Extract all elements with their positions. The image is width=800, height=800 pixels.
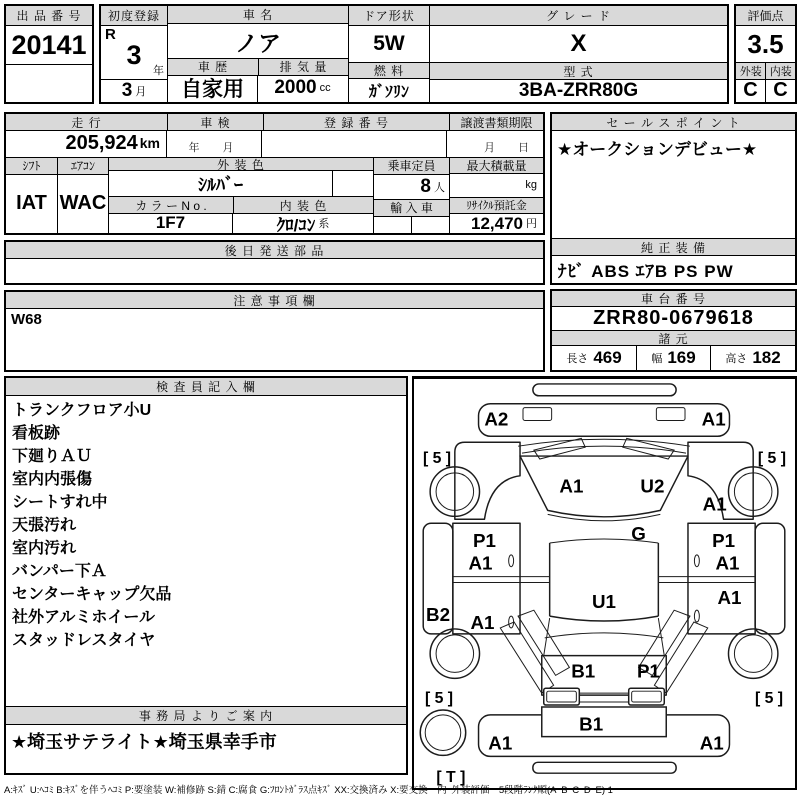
mileage-label: 走 行	[6, 114, 168, 131]
car-name-label: 車 名	[168, 6, 348, 24]
later-parts-box	[4, 240, 545, 285]
interior-color-suffix: 系	[318, 218, 330, 231]
damage-rocker-left: B2	[426, 604, 451, 626]
damage-rear-panel: B1	[579, 713, 604, 735]
chassis-box	[550, 289, 797, 372]
history-label: 車 歴	[168, 59, 259, 76]
tire-rear-left: [ 5 ]	[424, 690, 454, 708]
interior-color-cell	[233, 213, 373, 233]
history-value: 自家用	[168, 75, 258, 102]
recycle-label: ﾘｻｲｸﾙ預託金	[450, 198, 543, 214]
inspector-item: 下廻りＡＵ	[12, 448, 93, 465]
interior-color-label: 内 装 色	[234, 197, 373, 214]
capacity-label: 乗車定員	[374, 158, 449, 175]
aircon-value: WAC	[59, 192, 107, 215]
height-cell	[711, 346, 795, 370]
later-parts-text	[6, 259, 543, 283]
displacement-value: 2000	[274, 77, 317, 99]
office-label: 事 務 局 よ り ご 案 内	[6, 707, 406, 725]
first-registration-label: 初度登録	[101, 6, 167, 26]
inspector-items	[6, 396, 406, 707]
vehicle-header-box	[99, 4, 729, 104]
inspector-item: 室内内張傷	[12, 471, 93, 488]
chassis-number-value: ZRR80-0679618	[552, 307, 795, 331]
damage-roof: U1	[592, 591, 617, 613]
month-suffix: 月	[135, 86, 147, 98]
inspector-box	[4, 376, 408, 775]
import-cell-2	[412, 217, 449, 233]
fuel-value: ｶﾞｿﾘﾝ	[368, 84, 409, 102]
transfer-placeholder: 月 日	[484, 141, 535, 154]
exterior-label: 外装	[736, 63, 766, 80]
exterior-grade-value: C	[736, 79, 766, 102]
max-load-cell	[450, 174, 543, 198]
auction-number-empty-cell	[6, 65, 92, 102]
inspector-item: シートすれ中	[12, 494, 108, 511]
model-code-label: 型 式	[430, 63, 727, 80]
color-no-value: 1F7	[109, 213, 233, 233]
import-label: 輸 入 車	[374, 200, 449, 217]
front-plate-bar	[533, 384, 676, 396]
import-cell-1	[374, 217, 412, 233]
damage-tailgate-right: P1	[636, 660, 660, 682]
reg-year-value: 3	[126, 40, 142, 70]
score-label: 評価点	[736, 6, 795, 26]
car-damage-diagram	[414, 379, 795, 788]
inspector-item: スタッドレスタイヤ	[12, 632, 156, 649]
tire-front-right: [ 5 ]	[757, 449, 786, 467]
year-suffix: 年	[153, 65, 164, 77]
rear-panel-outline	[542, 707, 666, 737]
auction-number-label: 出 品 番 号	[6, 6, 92, 26]
damage-hood-left: A1	[559, 475, 584, 497]
info-box	[4, 112, 545, 235]
grade-value: X	[430, 26, 727, 64]
grade-label: グ レ ー ド	[430, 6, 727, 26]
sales-point-text: ★オークションデビュー★	[552, 131, 795, 239]
tire-front-left: [ 5 ]	[423, 449, 452, 467]
fuel-label: 燃 料	[349, 63, 429, 80]
rocker-right	[755, 523, 785, 634]
height-label: 高さ	[725, 353, 748, 365]
sales-point-box	[550, 112, 797, 285]
rear-plate-bar	[533, 762, 676, 773]
damage-rear-bumper-right: A1	[699, 732, 724, 754]
damage-door-front-right-1: P1	[712, 529, 736, 551]
shift-label: ｼﾌﾄ	[6, 158, 57, 175]
footer-legend: A:ｷｽﾞ U:ﾍｺﾐ B:ｷｽﾞを伴うﾍｺﾐ P:要塗装 W:補修跡 S:錆 C:腐食 G:ﾌﾛﾝﾄｶﾞﾗｽ点ｷｽﾞ XX:交換済み X:要交換 内･外装評価 5段階ﾗﾝｸ順(A･B･C･D･E) 1	[4, 785, 613, 796]
damage-rear-bumper-left: A1	[488, 732, 513, 754]
interior-grade-value: C	[773, 79, 788, 102]
width-value: 169	[667, 348, 696, 367]
shaken-label: 車 検	[168, 114, 264, 131]
length-label: 長さ	[566, 353, 589, 365]
interior-color-value: ｸﾛ/ｺﾝ	[276, 215, 316, 233]
inspector-item: 社外アルミホイール	[12, 609, 156, 626]
registration-number-label: 登 録 番 号	[264, 114, 450, 131]
length-value: 469	[593, 348, 622, 367]
chassis-label: 車 台 番 号	[552, 291, 795, 307]
interior-label: 内装	[766, 63, 795, 80]
displacement-unit: cc	[319, 82, 331, 95]
displacement-label: 排 気 量	[259, 59, 348, 76]
notes-box	[4, 290, 545, 372]
inspector-item: 天張汚れ	[12, 517, 77, 534]
office-text: ★埼玉サテライト★埼玉県幸手市	[11, 732, 277, 752]
notes-label: 注 意 事 項 欄	[6, 292, 543, 309]
recycle-cell	[450, 214, 543, 233]
car-name-value: ノア	[168, 24, 348, 59]
registration-number-cell	[262, 130, 447, 157]
shift-value: IAT	[16, 192, 47, 215]
inspector-label: 検 査 員 記 入 欄	[6, 378, 406, 396]
damage-fender-right: A1	[702, 493, 727, 515]
first-registration-month-cell	[101, 80, 167, 102]
inspector-item: トランクフロア小U	[12, 402, 152, 419]
mileage-unit: km	[139, 135, 160, 152]
color-no-label: カ ラ ー N o .	[109, 197, 234, 214]
reg-month-value: 3	[121, 80, 133, 101]
inspector-item: センターキャップ欠品	[12, 586, 172, 603]
max-load-label: 最大積載量	[450, 158, 543, 174]
notes-text: W68	[11, 311, 42, 328]
damage-tailgate-left: B1	[571, 660, 596, 682]
damage-door-front-left-2: A1	[468, 552, 493, 574]
door-shape-label: ドア形状	[349, 6, 429, 26]
capacity-unit: 人	[434, 181, 445, 194]
spare-tire: [ T ]	[436, 769, 466, 787]
exterior-color-label: 外 装 色	[109, 158, 373, 172]
damage-door-rear-left: A1	[470, 611, 495, 633]
inspector-item: 看板跡	[12, 425, 61, 442]
sales-point-label: セ ー ル ス ポ イ ン ト	[552, 114, 795, 131]
auction-number-value: 20141	[6, 26, 92, 65]
inspector-item: バンパー下Ａ	[12, 563, 107, 580]
mileage-cell	[6, 130, 167, 157]
later-parts-label: 後 日 発 送 部 品	[6, 242, 543, 259]
damage-diagram-box	[412, 376, 797, 790]
spare-tire-outline	[420, 710, 465, 755]
score-value: 3.5	[736, 26, 795, 64]
door-shape-value: 5W	[349, 26, 429, 63]
capacity-cell	[374, 175, 449, 200]
exterior-color-extra-cell	[333, 171, 373, 196]
transfer-deadline-cell	[447, 130, 543, 157]
width-label: 幅	[651, 353, 663, 365]
transfer-deadline-label: 譲渡書類期限	[450, 114, 543, 131]
width-cell	[637, 346, 711, 370]
dimensions-label: 諸 元	[552, 331, 795, 346]
displacement-cell	[258, 75, 347, 102]
aircon-label: ｴｱｺﾝ	[58, 158, 108, 175]
era-value: R	[105, 26, 116, 43]
score-box	[734, 4, 797, 104]
damage-front-bumper-right: A1	[701, 408, 726, 430]
max-load-unit: kg	[525, 179, 537, 192]
first-registration-year-cell	[101, 26, 167, 80]
tire-rear-right: [ 5 ]	[754, 690, 784, 708]
recycle-unit: 円	[526, 218, 537, 231]
equipment-value: ﾅﾋﾞ ABS ｴｱB PS PW	[558, 262, 734, 281]
equipment-label: 純 正 装 備	[552, 239, 795, 256]
damage-door-front-left-1: P1	[472, 529, 496, 551]
damage-quarter-right: A1	[717, 587, 742, 609]
auction-number-box	[4, 4, 94, 104]
damage-front-bumper-left: A2	[484, 408, 509, 430]
damage-hood-right: U2	[640, 475, 665, 497]
capacity-value: 8	[420, 175, 431, 197]
damage-windshield: G	[631, 523, 646, 545]
damage-door-front-right-2: A1	[715, 552, 740, 574]
shaken-placeholder: 年 月	[188, 141, 240, 154]
shaken-cell	[167, 130, 262, 157]
mileage-value: 205,924	[65, 131, 138, 154]
recycle-value: 12,470	[471, 214, 523, 233]
front-bumper-outline	[479, 404, 730, 437]
height-value: 182	[752, 348, 781, 367]
inspector-item: 室内汚れ	[12, 540, 77, 557]
model-code-value: 3BA-ZRR80G	[518, 80, 639, 102]
exterior-color-value: ｼﾙﾊﾞｰ	[109, 171, 333, 196]
length-cell	[552, 346, 637, 370]
